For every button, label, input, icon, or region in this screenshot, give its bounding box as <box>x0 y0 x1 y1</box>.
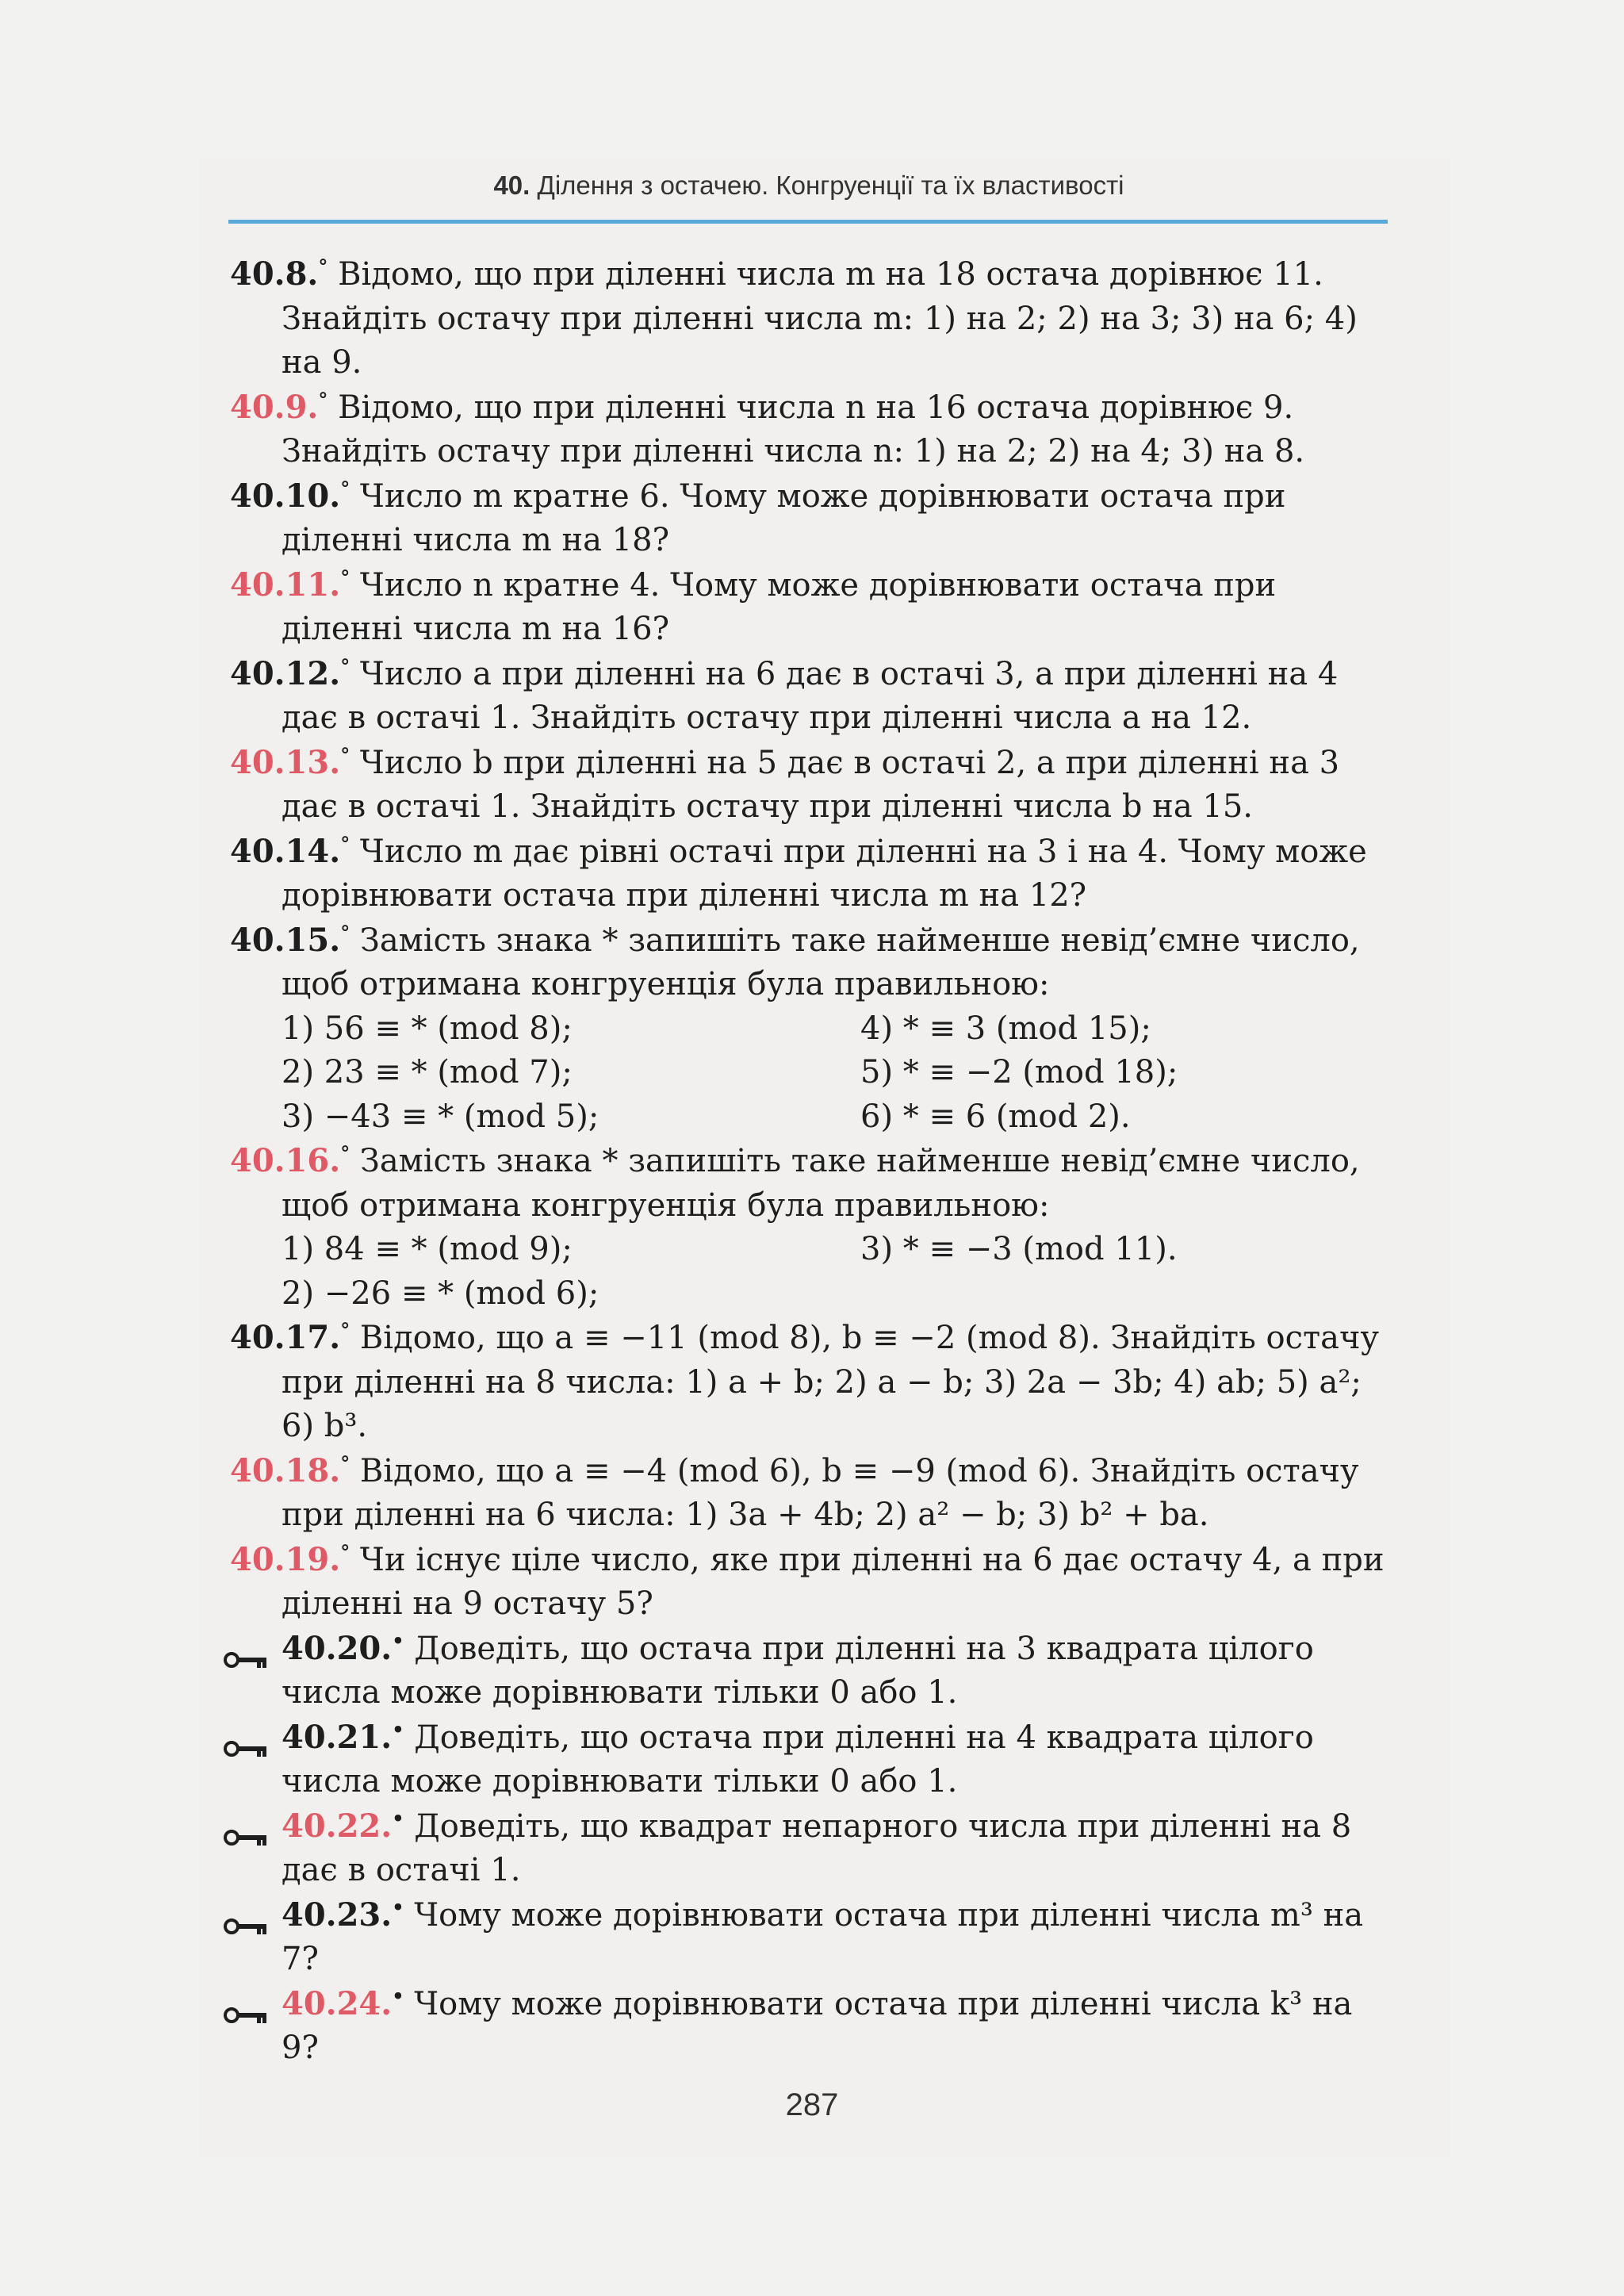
exercise-text: Чому може дорівнювати остача при діленні числа k³ на 9? <box>282 1985 1353 2066</box>
exercise-number: 40.16. <box>230 1142 341 1179</box>
difficulty-mark: ° <box>340 743 350 767</box>
key-icon <box>224 1638 270 1657</box>
option-item: 1) 84 ≡ * (mod 9); <box>282 1231 573 1267</box>
exercise <box>230 563 1388 652</box>
exercise-text: Число b при діленні на 5 дає в остачі 2, а при діленні на 3 дає в остачі 1. Знайдіть остачу при діленні числа b на 15. <box>282 744 1340 825</box>
exercise-number: 40.24. <box>282 1984 393 2022</box>
difficulty-mark: • <box>392 1718 404 1742</box>
key-icon <box>224 1993 270 2012</box>
difficulty-mark: ° <box>340 832 350 856</box>
option-item: 2) −26 ≡ * (mod 6); <box>282 1274 599 1312</box>
difficulty-mark: ° <box>340 1451 350 1475</box>
page-number: 287 <box>785 2087 839 2122</box>
exercise <box>230 741 1388 830</box>
difficulty-mark: • <box>392 1895 404 1919</box>
exercise-number: 40.13. <box>230 743 341 781</box>
exercise-number: 40.22. <box>282 1807 393 1845</box>
exercise-number: 40.19. <box>230 1540 341 1578</box>
chapter-number: 40. <box>493 171 530 200</box>
exercise-text: Доведіть, що квадрат непарного числа при діленні на 8 дає в остачі 1. <box>282 1807 1352 1888</box>
exercise <box>230 474 1388 563</box>
difficulty-mark: ° <box>340 565 350 589</box>
exercise-text: Відомо, що a ≡ −11 (mod 8), b ≡ −2 (mod 8). Знайдіть остачу при діленні на 8 числа: 1) a + b; 2) a − b; 3) 2a − 3b; 4) ab; 5) a²; 6) b³. <box>282 1320 1379 1444</box>
exercise <box>230 830 1388 918</box>
difficulty-mark: • <box>392 1629 404 1653</box>
exercise <box>230 1715 1388 1804</box>
difficulty-mark: ° <box>340 654 350 678</box>
exercise-text: Число m дає рівні остачі при діленні на 3 і на 4. Чому може дорівнювати остача при діленні числа m на 12? <box>282 833 1367 914</box>
option-item: 1) 56 ≡ * (mod 8); <box>282 1010 573 1047</box>
difficulty-mark: ° <box>340 1318 350 1342</box>
exercise <box>230 1538 1388 1627</box>
exercise-text: Чому може дорівнювати остача при діленні числа m³ на 7? <box>282 1896 1364 1977</box>
exercise <box>230 1982 1388 2071</box>
exercise-text: Доведіть, що остача при діленні на 3 квадрата цілого числа може дорівнювати тільки 0 або 1. <box>282 1630 1314 1711</box>
exercise-number: 40.14. <box>230 832 341 870</box>
chapter-title: Ділення з остачею. Конгруенції та їх властивості <box>537 171 1124 200</box>
exercise-number: 40.8. <box>230 255 319 293</box>
difficulty-mark: ° <box>340 921 350 945</box>
difficulty-mark: ° <box>340 477 350 500</box>
exercise-number: 40.11. <box>230 565 341 604</box>
difficulty-mark: ° <box>340 1141 350 1165</box>
option-item: 2) 23 ≡ * (mod 7); <box>282 1054 573 1091</box>
exercise-number: 40.9. <box>230 388 319 426</box>
running-header <box>230 171 1388 218</box>
exercise <box>230 1449 1388 1538</box>
key-icon <box>224 1904 270 1923</box>
exercise <box>230 1627 1388 1715</box>
option-item: 4) * ≡ 3 (mod 15); <box>860 1010 1151 1047</box>
exercise <box>230 252 1388 385</box>
difficulty-mark: ° <box>318 388 328 412</box>
exercise-text: Відомо, що a ≡ −4 (mod 6), b ≡ −9 (mod 6). Знайдіть остачу при діленні на 6 числа: 1) 3a + 4b; 2) a² − b; 3) b² + ba. <box>282 1452 1359 1533</box>
exercise <box>230 652 1388 741</box>
exercise-number: 40.21. <box>282 1718 393 1756</box>
exercise <box>230 918 1388 1007</box>
exercise <box>230 1316 1388 1449</box>
header-rule <box>228 220 1388 224</box>
exercise-text: Відомо, що при діленні числа m на 18 остача дорівнює 11. Знайдіть остачу при діленні числа m: 1) на 2; 2) на 3; 3) на 6; 4) на 9. <box>282 256 1358 381</box>
exercise-number: 40.10. <box>230 477 341 515</box>
exercise <box>230 1893 1388 1982</box>
exercise-number: 40.18. <box>230 1451 341 1489</box>
option-item <box>860 1272 1439 1317</box>
difficulty-mark: • <box>392 1807 404 1830</box>
exercise-number: 40.17. <box>230 1319 341 1356</box>
exercise <box>230 1139 1388 1228</box>
key-icon <box>224 1727 270 1746</box>
exercise-number: 40.12. <box>230 654 341 692</box>
exercise-options <box>230 1228 1388 1316</box>
exercise-text: Число n кратне 4. Чому може дорівнювати остача при діленні числа m на 16? <box>282 566 1277 647</box>
option-item: 3) −43 ≡ * (mod 5); <box>282 1098 599 1135</box>
exercise <box>230 1804 1388 1893</box>
exercise-options <box>230 1007 1388 1140</box>
exercise-text: Доведіть, що остача при діленні на 4 квадрата цілого числа може дорівнювати тільки 0 або 1. <box>282 1719 1314 1800</box>
exercise-number: 40.23. <box>282 1895 393 1934</box>
key-icon <box>224 1815 270 1834</box>
difficulty-mark: ° <box>340 1540 350 1564</box>
exercise-number: 40.20. <box>282 1629 393 1667</box>
exercise-text: Чи існує ціле число, яке при діленні на 6 дає остачу 4, а при діленні на 9 остачу 5? <box>282 1541 1385 1622</box>
exercise-text: Замість знака * запишіть таке найменше невід’ємне число, щоб отримана конгруенція була правильною: <box>282 922 1360 1002</box>
exercise-text: Замість знака * запишіть таке найменше невід’ємне число, щоб отримана конгруенція була правильною: <box>282 1143 1360 1224</box>
option-item: 5) * ≡ −2 (mod 18); <box>860 1054 1178 1091</box>
exercise <box>230 385 1388 474</box>
exercise-text: Відомо, що при діленні числа n на 16 остача дорівнює 9. Знайдіть остачу при діленні числа n: 1) на 2; 2) на 4; 3) на 8. <box>282 389 1305 470</box>
exercise-number: 40.15. <box>230 921 341 959</box>
exercise-list <box>230 252 1388 2071</box>
option-item: 3) * ≡ −3 (mod 11). <box>860 1231 1178 1267</box>
option-item: 6) * ≡ 6 (mod 2). <box>860 1098 1131 1135</box>
exercise-text: Число m кратне 6. Чому може дорівнювати остача при діленні числа m на 18? <box>282 477 1286 558</box>
difficulty-mark: • <box>392 1984 404 2008</box>
exercise-text: Число a при діленні на 6 дає в остачі 3, а при діленні на 4 дає в остачі 1. Знайдіть остачу при діленні числа a на 12. <box>282 655 1339 736</box>
difficulty-mark: ° <box>318 255 328 278</box>
